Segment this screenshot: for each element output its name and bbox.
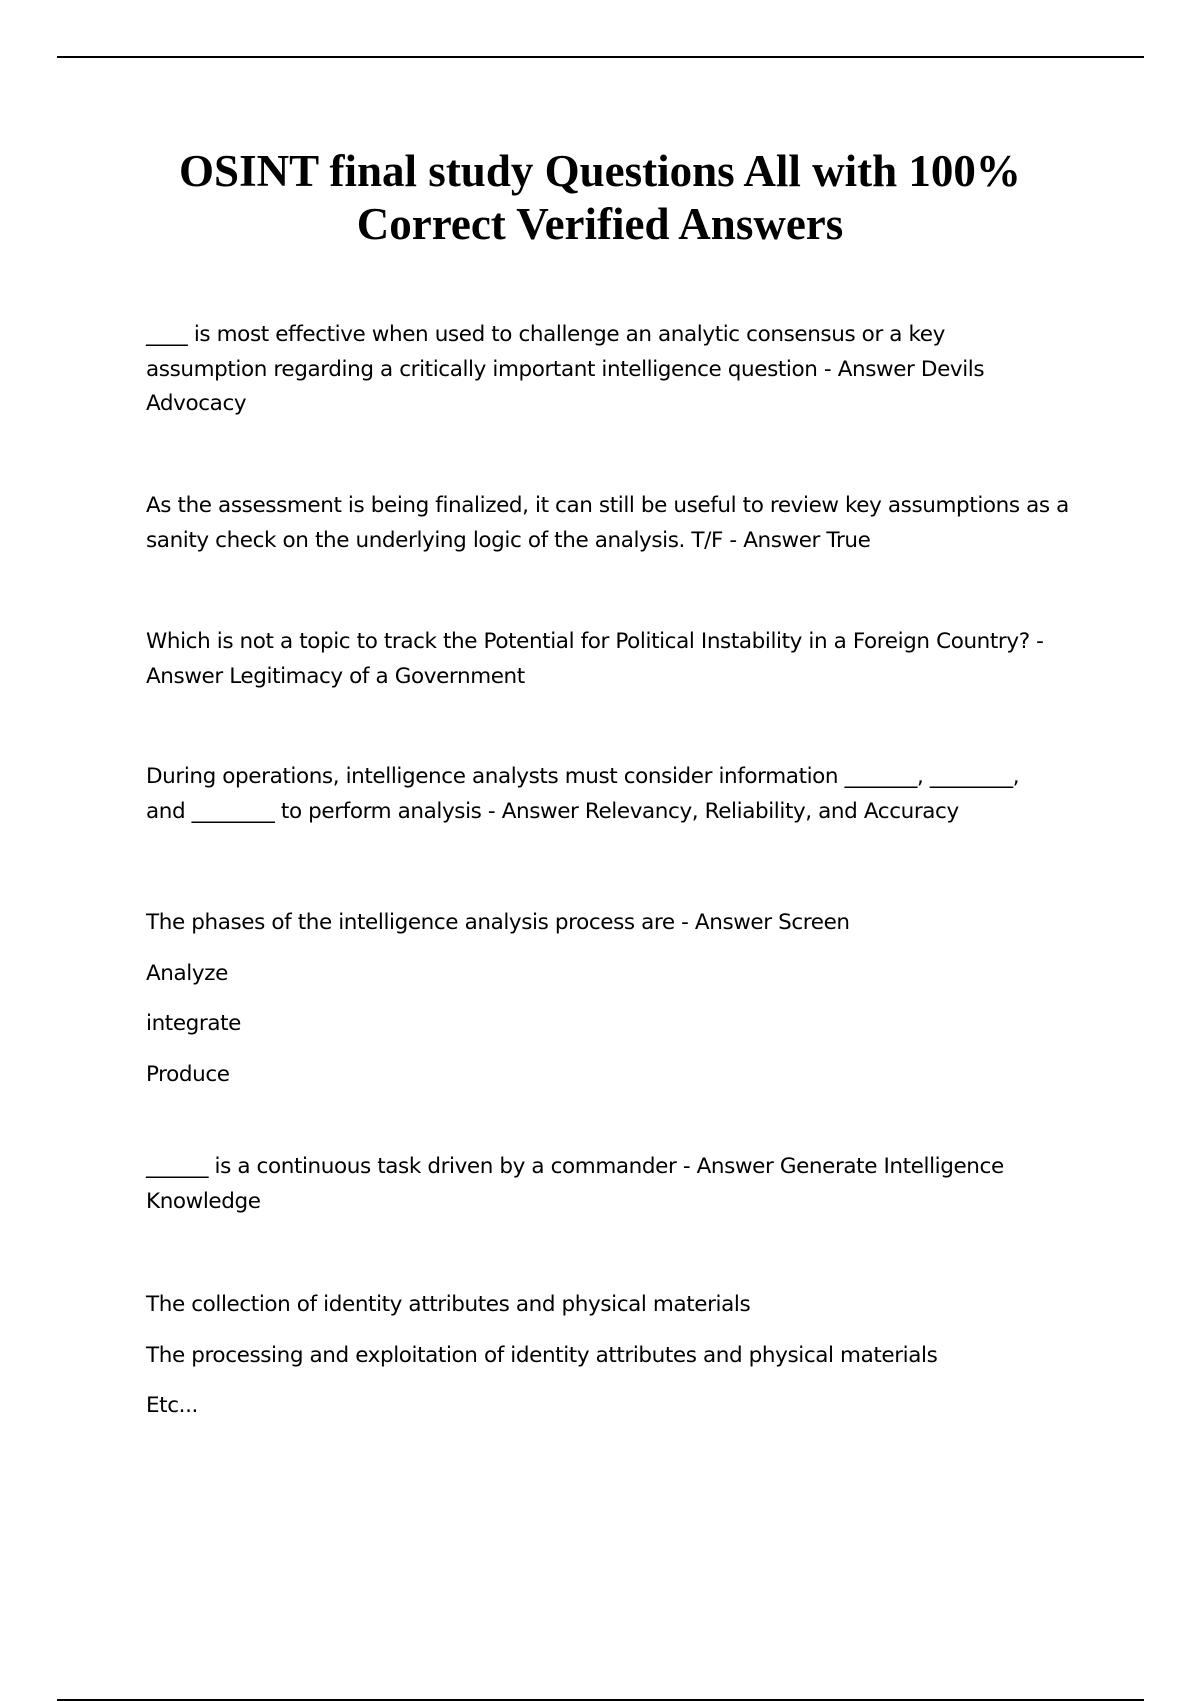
- qa-line: sanity check on the underlying logic of the analysis. T/F - Answer True: [146, 527, 871, 553]
- qa-item-1: [146, 318, 1086, 422]
- qa-line: Etc...: [146, 1393, 198, 1418]
- qa-line: Knowledge: [146, 1188, 261, 1214]
- qa-line: The phases of the intelligence analysis process are - Answer Screen: [146, 910, 850, 935]
- qa-line: Advocacy: [146, 391, 247, 416]
- title-line-1: OSINT final study Questions All with 100%: [179, 146, 1021, 196]
- qa-line: During operations, intelligence analysts must consider information _______, ________,: [146, 764, 1020, 789]
- qa-line: The collection of identity attributes and physical materials: [146, 1292, 751, 1317]
- qa-item-3: [146, 625, 1086, 694]
- qa-item-4: [146, 760, 1086, 829]
- qa-item-7: [146, 1280, 1086, 1432]
- document-title: [60, 145, 1140, 251]
- qa-line: As the assessment is being finalized, it can still be useful to review key assumptions as a: [146, 493, 1069, 518]
- qa-line: The processing and exploitation of identity attributes and physical materials: [146, 1342, 938, 1368]
- qa-line: Answer Legitimacy of a Government: [146, 663, 525, 689]
- qa-item-6: [146, 1150, 1086, 1219]
- title-line-2: Correct Verified Answers: [356, 199, 844, 249]
- qa-line: Analyze: [146, 960, 228, 986]
- qa-line: Which is not a topic to track the Potential for Political Instability in a Foreign Country? -: [146, 629, 1044, 654]
- qa-line: ____ is most effective when used to challenge an analytic consensus or a key: [146, 322, 945, 347]
- qa-line: integrate: [146, 1011, 241, 1036]
- qa-item-5: [146, 898, 1086, 1100]
- qa-item-2: [146, 489, 1086, 558]
- qa-line: ______ is a continuous task driven by a commander - Answer Generate Intelligence: [146, 1154, 1004, 1179]
- qa-line: and ________ to perform analysis - Answer Relevancy, Reliability, and Accuracy: [146, 798, 959, 824]
- header-rule: [57, 56, 1144, 58]
- qa-line: Produce: [146, 1061, 230, 1087]
- qa-line: assumption regarding a critically important intelligence question - Answer Devils: [146, 356, 985, 382]
